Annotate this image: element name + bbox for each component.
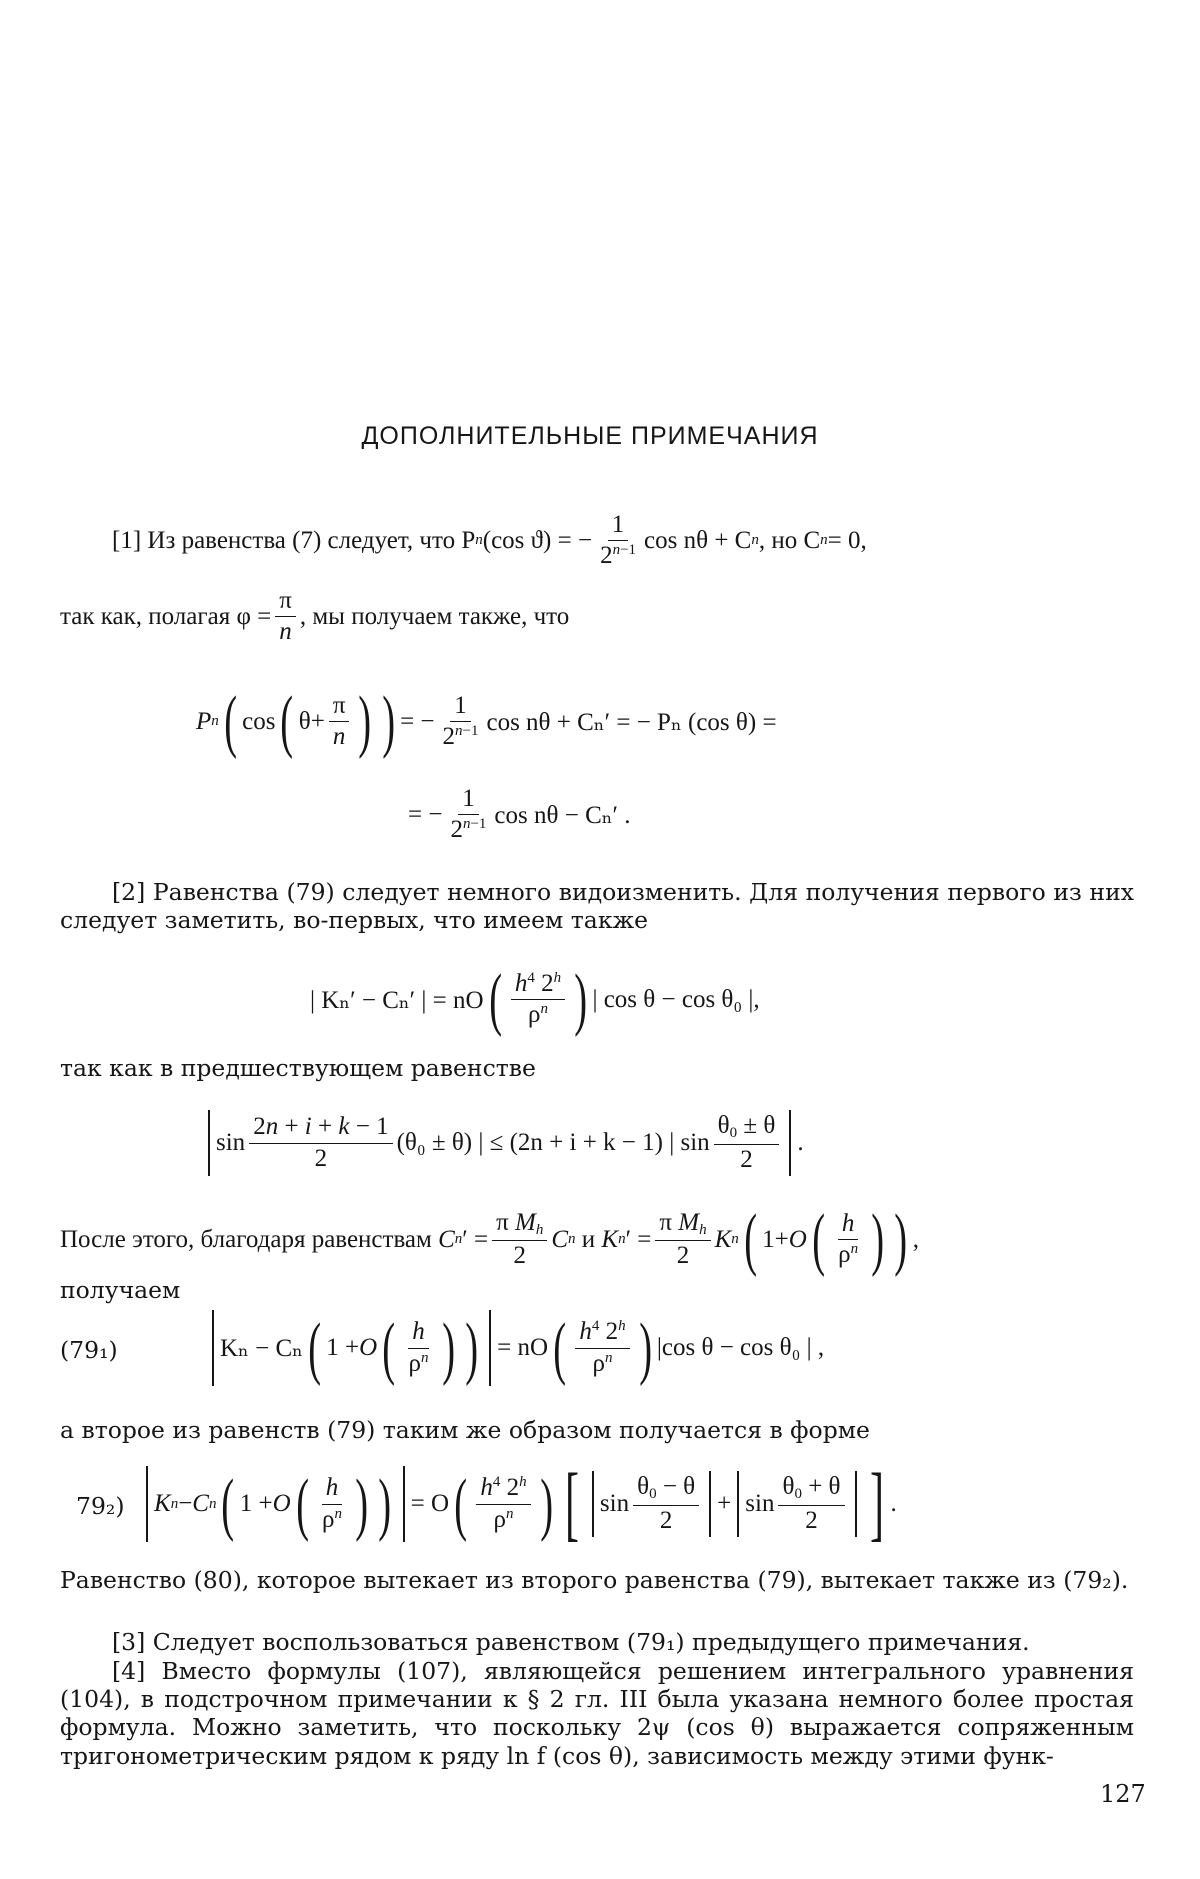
eq-b-tail: cos nθ − Cₙ′ . [494,801,631,829]
eq3-lhs: Kₙ − Cₙ [220,1335,303,1362]
note1-equation-a: P n ( cos ( θ+ $\frac{\pi}{n}$ ) ) = − $\frac{1}{2^{n-1}}$ cos nθ + Cₙ′ = − Pₙ (cos θ) = [196,683,777,760]
note3-paragraph: [3] Следует воспользоваться равенством (79₁) предыдущего примечания. [112,1628,1030,1656]
note4-paragraph: [4] Вместо формулы (107), являющейся решением интегрального уравнения (104), в подстрочном примечании к § 2 гл. III была указана немного более простая формула. Можно заметить, что поскольку 2ψ (cos θ) выражается сопряженным тригонометрическим рядом к ряду ln f (cos θ), зависимость между этими функ- [60,1657,1134,1770]
note1-fn: (cos ϑ) = − [482,526,593,554]
note1-line1: [1] Из равенства (7) следует, что P n (cos ϑ) = − $\frac{1}{2^{n-1}}$ cos nθ + C n , но C n = 0, [112,511,867,570]
equation-label-79-1: (79₁) [60,1336,118,1364]
eq2-mid: (θ₀ ± θ) | ≤ (2n + i + k − 1) | sin [396,1129,710,1156]
note1-line2a: так как, полагая φ = [60,602,272,630]
equation-79-1: Kₙ − Cₙ ( 1 + O ( $\frac{h}{\rho^n}$ ) ) = nO ( $\frac{h^4 2^h}{\rho^n}$ ) |cos θ − cos θ₀ | , [206,1310,824,1386]
equation-label-79-2: 79₂) [76,1492,125,1520]
note2-line-prev: так как в предшествующем равенстве [60,1054,536,1082]
page-title: ДОПОЛНИТЕЛЬНЫЕ ПРИМЕЧАНИЯ [361,422,819,450]
eq1-lhs: | Kₙ′ − Cₙ′ | = nO [310,986,484,1014]
eq3-mid: = nO [497,1334,549,1361]
note2-ravenstvo-paragraph: Равенство (80), которое вытекает из второго равенства (79), вытекает также из (79₂). [60,1566,1129,1594]
equation-79-2: K n − C n ( 1 + O ( $\frac{h}{\rho^n}$ ) ) = O ( $\frac{h^4 2^h}{\rho^n}$ ) [ sin $\frac{\theta_0 - \theta}{2}$ + sin $\frac{\theta_0 + \theta}{2}$ ] . [140,1466,897,1542]
page-number: 127 [1100,1780,1146,1808]
eq1-rhs: | cos θ − cos θ₀ |, [592,985,760,1013]
eq3-rhs: |cos θ − cos θ₀ | , [656,1334,825,1361]
note1-line2 [60,588,569,646]
note1-equation-b [408,786,631,844]
fraction: $\frac{1}{2^{n-1}}$ [600,511,637,570]
eq-a-tail: cos nθ + Cₙ′ = − Pₙ (cos θ) = [486,708,777,736]
eq4-mid: = O [410,1490,450,1517]
note1-intro: [1] Из равенства (7) следует, что P [112,526,476,554]
after-a: После этого, благодаря равенствам [60,1225,432,1253]
note2-after-line: После этого, благодаря равенствам C n ′ = $\frac{\pi M_h}{2}$ C n и K n ′ = $\frac{\pi M_h}{2}$ K n ( 1+ O ( $\frac{h}{\rho^n}$ ) ) , [60,1201,919,1278]
eq-b-lhs: = − [408,800,443,828]
eq-a-rhs: = − [400,707,435,735]
note2-equation-2: sin $\frac{2n + i + k - 1}{2}$ (θ₀ ± θ) | ≤ (2n + i + k − 1) | sin $\frac{\theta_0 \pm \theta}{2}$ . [202,1110,804,1176]
note2-after-b: получаем [60,1276,181,1304]
note1-tail1: cos nθ + C [644,526,752,554]
note2-equation-1: | Kₙ′ − Cₙ′ | = nO ( $\frac{h^4 2^h}{\rho^n}$ ) | cos θ − cos θ₀ |, [310,961,760,1038]
fraction: $\frac{1}{2^{n-1}}$ [442,691,479,750]
note2-paragraph: [2] Равенства (79) следует немного видоизменить. Для получения первого из них следует заметить, во-первых, что имеем также [60,878,1134,935]
note2-second-line: а второе из равенств (79) таким же образом получается в форме [60,1416,870,1444]
note1-tail3: = 0, [827,526,867,554]
fraction: $\frac{1}{2^{n-1}}$ [450,785,487,844]
note1-line2b: , мы получаем также, что [299,602,570,630]
note1-tail2: , но C [758,526,821,554]
fraction: $\frac{\pi}{n}$ [275,588,296,646]
